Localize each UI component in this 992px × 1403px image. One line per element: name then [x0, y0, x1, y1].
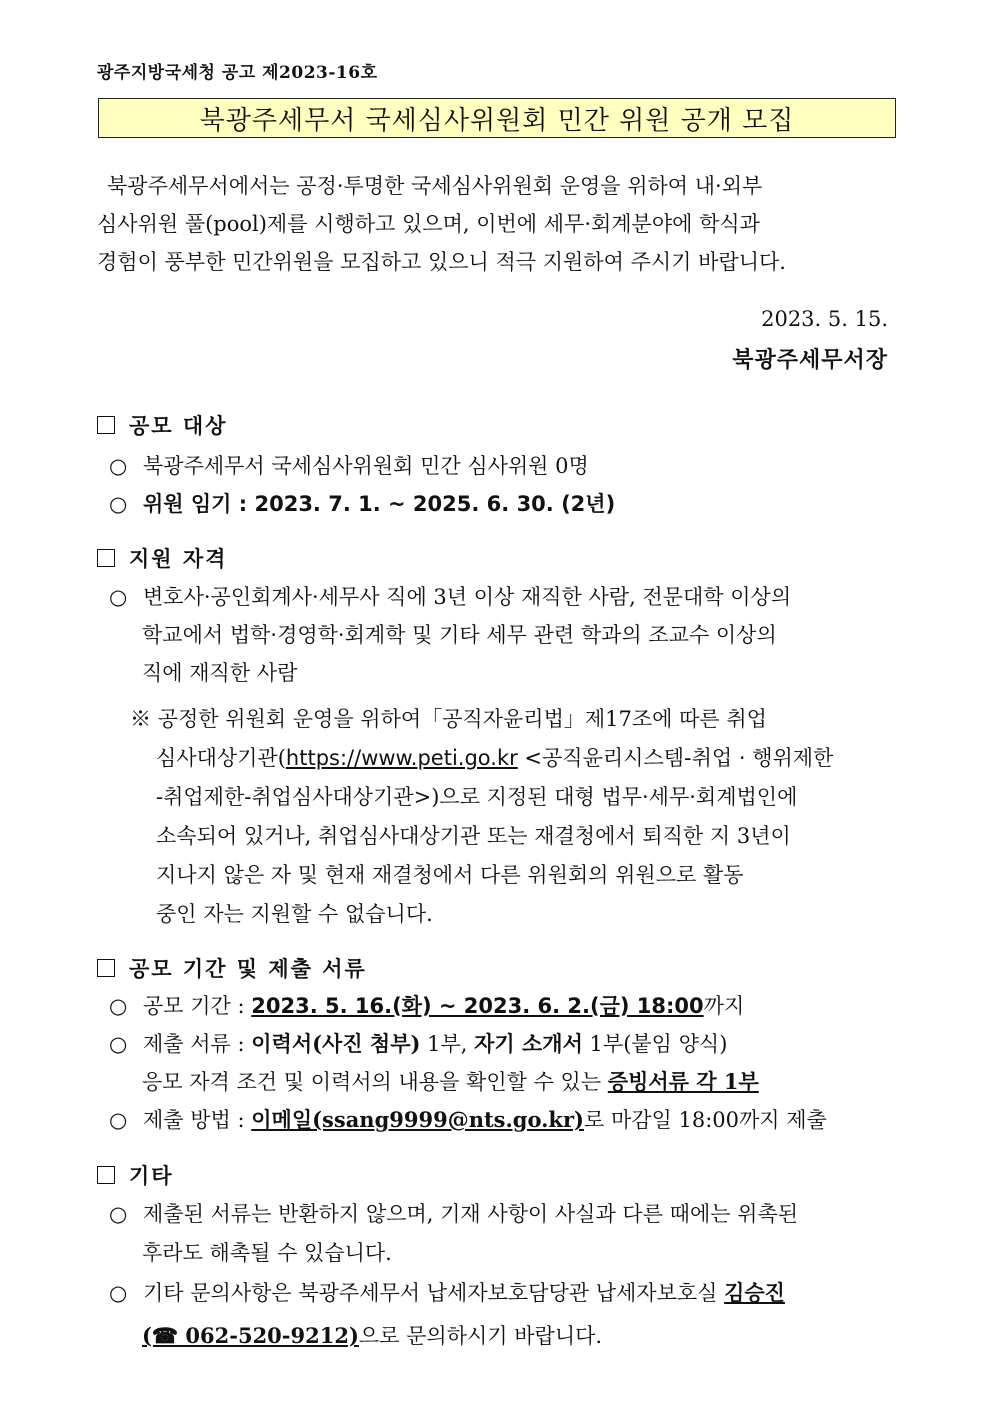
section-qualification-heading: 지원 자격 [97, 543, 227, 573]
reference-mark-icon: ※ [130, 707, 151, 731]
circle-bullet-icon: ○ [109, 1108, 128, 1132]
application-period: 2023. 5. 16.(화) ~ 2023. 6. 2.(금) 18:00 [251, 994, 704, 1018]
section-period-heading: 공모 기간 및 제출 서류 [97, 953, 367, 983]
circle-bullet-icon: ○ [109, 454, 128, 478]
qualification-note [130, 700, 886, 934]
qualification-line-2: 학교에서 법학·경영학·회계학 및 기타 세무 관련 학과의 조교수 이상의 [142, 623, 777, 647]
circle-bullet-icon: ○ [109, 585, 128, 609]
circle-bullet-icon: ○ [109, 492, 128, 516]
target-item-1: ○ 북광주세무서 국세심사위원회 민간 심사위원 0명 [109, 454, 589, 478]
signatory: 북광주세무서장 [732, 347, 888, 373]
note-line-2: 심사대상기관(https://www.peti.go.kr <공직윤리시스템-취업 · 행위제한 [156, 746, 834, 770]
document-title: 북광주세무서 국세심사위원회 민간 위원 공개 모집 [98, 98, 896, 138]
checkbox-square-icon [97, 1166, 115, 1184]
intro-line-2: 심사위원 풀(pool)제를 시행하고 있으며, 이번에 세무·회계분야에 학식과 [97, 212, 760, 236]
period-item-1: ○ 공모 기간 : 2023. 5. 16.(화) ~ 2023. 6. 2.(금) 18:00까지 [109, 994, 745, 1018]
qualification-line-3: 직에 재직한 사람 [142, 661, 298, 685]
section-etc-heading: 기타 [97, 1160, 174, 1190]
etc-item-2-continued: (☎ 062-520-9212)으로 문의하시기 바랍니다. [142, 1323, 603, 1348]
target-item-2: ○ 위원 임기 : 2023. 7. 1. ~ 2025. 6. 30. (2년) [109, 491, 616, 516]
contact-name: 김승진 [724, 1280, 785, 1305]
note-line-3: -취업제한-취업심사대상기관>)으로 지정된 대형 법무·세무·회계법인에 [156, 785, 798, 809]
period-item-2: ○ 제출 서류 : 이력서(사진 첨부) 1부, 자기 소개서 1부(붙임 양식) [109, 1031, 728, 1056]
etc-item-1-continued: 후라도 해촉될 수 있습니다. [142, 1241, 392, 1265]
contact-phone: (☎ 062-520-9212) [142, 1323, 359, 1348]
circle-bullet-icon: ○ [109, 1281, 128, 1305]
circle-bullet-icon: ○ [109, 1202, 128, 1226]
circle-bullet-icon: ○ [109, 994, 128, 1018]
section-target-heading: 공모 대상 [97, 410, 227, 440]
note-line-4: 소속되어 있거나, 취업심사대상기관 또는 재결청에서 퇴직한 지 3년이 [156, 824, 791, 848]
etc-item-2: ○ 기타 문의사항은 북광주세무서 납세자보호담당관 납세자보호실 김승진 [109, 1280, 785, 1305]
note-line-5: 지나지 않은 자 및 현재 재결청에서 다른 위원회의 위원으로 활동 [156, 863, 744, 887]
checkbox-square-icon [97, 549, 115, 567]
period-item-3: ○ 제출 방법 : 이메일(ssang9999@nts.go.kr)로 마감일 18:00까지 제출 [109, 1107, 827, 1132]
circle-bullet-icon: ○ [109, 1032, 128, 1056]
note-line-1: ※ 공정한 위원회 운영을 위하여「공직자윤리법」제17조에 따른 취업 [130, 707, 767, 731]
notice-date: 2023. 5. 15. [761, 307, 888, 331]
checkbox-square-icon [97, 959, 115, 977]
announcement-number: 광주지방국세청 공고 제2023-16호 [97, 63, 378, 83]
peti-link[interactable]: https://www.peti.go.kr [285, 746, 518, 770]
qualification-item-1: ○ 변호사·공인회계사·세무사 직에 3년 이상 재직한 사람, 전문대학 이상의 [109, 585, 792, 609]
etc-item-1: ○ 제출된 서류는 반환하지 않으며, 기재 사항이 사실과 다른 때에는 위촉된 [109, 1202, 799, 1226]
checkbox-square-icon [97, 416, 115, 434]
intro-line-3: 경험이 풍부한 민간위원을 모집하고 있으니 적극 지원하여 주시기 바랍니다. [97, 250, 786, 274]
submission-email-link[interactable]: 이메일(ssang9999@nts.go.kr) [251, 1107, 584, 1132]
intro-line-1: 북광주세무서에서는 공정·투명한 국세심사위원회 운영을 위하여 내·외부 [107, 174, 763, 198]
intro-paragraph [97, 167, 897, 281]
note-line-6: 중인 자는 지원할 수 없습니다. [156, 902, 433, 926]
period-item-2-continued: 응모 자격 조건 및 이력서의 내용을 확인할 수 있는 증빙서류 각 1부 [142, 1069, 759, 1094]
